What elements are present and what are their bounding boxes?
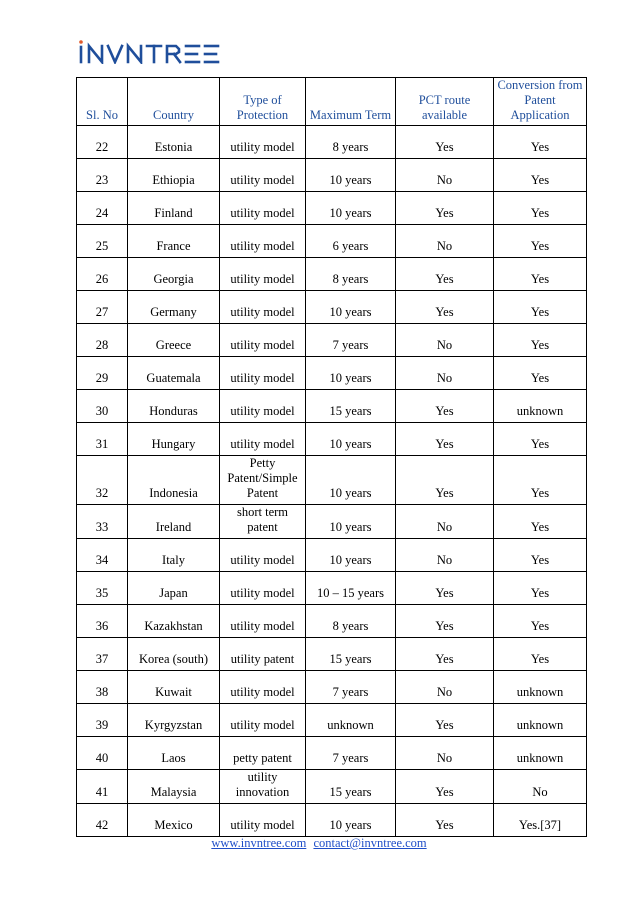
table-row <box>77 225 587 258</box>
cell-pct-route: No <box>396 737 494 770</box>
cell-sl-no: 22 <box>77 126 128 159</box>
table-row <box>77 671 587 704</box>
cell-conversion: No <box>494 770 587 804</box>
cell-pct-route: Yes <box>396 704 494 737</box>
cell-sl-no: 23 <box>77 159 128 192</box>
table-row <box>77 258 587 291</box>
cell-type-of-protection: utility model <box>220 225 306 258</box>
cell-maximum-term: 6 years <box>306 225 396 258</box>
table-row <box>77 159 587 192</box>
cell-sl-no: 32 <box>77 456 128 505</box>
cell-maximum-term: 10 years <box>306 505 396 539</box>
header-pct-route: PCT route available <box>396 78 494 126</box>
cell-sl-no: 41 <box>77 770 128 804</box>
cell-maximum-term: 10 years <box>306 357 396 390</box>
cell-country: Korea (south) <box>128 638 220 671</box>
cell-sl-no: 37 <box>77 638 128 671</box>
website-link[interactable]: www.invntree.com <box>211 836 307 850</box>
cell-type-of-protection: utility patent <box>220 638 306 671</box>
cell-pct-route: Yes <box>396 192 494 225</box>
cell-conversion: Yes <box>494 192 587 225</box>
cell-type-of-protection: utility model <box>220 192 306 225</box>
cell-country: Ethiopia <box>128 159 220 192</box>
header-maximum-term: Maximum Term <box>306 78 396 126</box>
cell-pct-route: Yes <box>396 770 494 804</box>
cell-type-of-protection: utility model <box>220 390 306 423</box>
cell-maximum-term: 15 years <box>306 770 396 804</box>
cell-country: Georgia <box>128 258 220 291</box>
cell-country: Japan <box>128 572 220 605</box>
cell-pct-route: No <box>396 357 494 390</box>
cell-pct-route: Yes <box>396 390 494 423</box>
cell-pct-route: Yes <box>396 291 494 324</box>
cell-conversion: Yes <box>494 539 587 572</box>
cell-type-of-protection: utility model <box>220 258 306 291</box>
cell-type-of-protection: utility model <box>220 423 306 456</box>
invntree-logo-graphic <box>78 40 238 64</box>
cell-country: Germany <box>128 291 220 324</box>
cell-type-of-protection: utility model <box>220 605 306 638</box>
table-row <box>77 291 587 324</box>
cell-type-of-protection: Petty Patent/Simple Patent <box>220 456 306 505</box>
cell-sl-no: 42 <box>77 804 128 837</box>
cell-country: Estonia <box>128 126 220 159</box>
table-row <box>77 737 587 770</box>
table-row <box>77 572 587 605</box>
cell-conversion: Yes <box>494 357 587 390</box>
cell-pct-route: Yes <box>396 258 494 291</box>
header-sl-no: Sl. No <box>77 78 128 126</box>
table-body <box>77 126 587 837</box>
cell-sl-no: 38 <box>77 671 128 704</box>
cell-conversion: Yes <box>494 638 587 671</box>
cell-country: Kyrgyzstan <box>128 704 220 737</box>
table-header-row <box>77 78 587 126</box>
cell-type-of-protection: utility model <box>220 539 306 572</box>
table-row <box>77 638 587 671</box>
cell-sl-no: 29 <box>77 357 128 390</box>
cell-pct-route: Yes <box>396 638 494 671</box>
cell-pct-route: Yes <box>396 423 494 456</box>
cell-sl-no: 39 <box>77 704 128 737</box>
cell-sl-no: 25 <box>77 225 128 258</box>
cell-conversion: Yes <box>494 423 587 456</box>
cell-pct-route: Yes <box>396 572 494 605</box>
cell-conversion: unknown <box>494 704 587 737</box>
cell-conversion: Yes <box>494 291 587 324</box>
cell-type-of-protection: utility model <box>220 804 306 837</box>
cell-maximum-term: 8 years <box>306 258 396 291</box>
cell-conversion: Yes <box>494 456 587 505</box>
cell-pct-route: Yes <box>396 605 494 638</box>
table-row <box>77 192 587 225</box>
table-row <box>77 704 587 737</box>
cell-type-of-protection: utility innovation <box>220 770 306 804</box>
cell-conversion: unknown <box>494 737 587 770</box>
cell-country: Italy <box>128 539 220 572</box>
cell-country: Kazakhstan <box>128 605 220 638</box>
cell-maximum-term: 10 years <box>306 423 396 456</box>
cell-sl-no: 26 <box>77 258 128 291</box>
cell-type-of-protection: utility model <box>220 704 306 737</box>
cell-country: Guatemala <box>128 357 220 390</box>
cell-maximum-term: 10 years <box>306 456 396 505</box>
table-row <box>77 804 587 837</box>
cell-conversion: Yes <box>494 605 587 638</box>
cell-country: Kuwait <box>128 671 220 704</box>
table-row <box>77 126 587 159</box>
cell-conversion: Yes <box>494 505 587 539</box>
cell-country: Mexico <box>128 804 220 837</box>
cell-sl-no: 30 <box>77 390 128 423</box>
cell-pct-route: No <box>396 671 494 704</box>
cell-maximum-term: 10 years <box>306 804 396 837</box>
table-row <box>77 423 587 456</box>
cell-sl-no: 34 <box>77 539 128 572</box>
cell-conversion: unknown <box>494 671 587 704</box>
cell-maximum-term: 8 years <box>306 605 396 638</box>
cell-sl-no: 27 <box>77 291 128 324</box>
cell-pct-route: No <box>396 324 494 357</box>
cell-maximum-term: 7 years <box>306 671 396 704</box>
cell-pct-route: No <box>396 225 494 258</box>
email-link[interactable]: contact@invntree.com <box>313 836 427 850</box>
cell-type-of-protection: utility model <box>220 126 306 159</box>
cell-conversion: Yes <box>494 258 587 291</box>
cell-country: Finland <box>128 192 220 225</box>
cell-type-of-protection: petty patent <box>220 737 306 770</box>
cell-type-of-protection: utility model <box>220 357 306 390</box>
cell-type-of-protection: utility model <box>220 324 306 357</box>
logo-dot <box>79 40 83 44</box>
cell-country: Indonesia <box>128 456 220 505</box>
cell-conversion: Yes <box>494 225 587 258</box>
cell-sl-no: 35 <box>77 572 128 605</box>
cell-maximum-term: 10 years <box>306 539 396 572</box>
cell-conversion: Yes <box>494 126 587 159</box>
table-row <box>77 324 587 357</box>
table-row <box>77 505 587 539</box>
table-row <box>77 390 587 423</box>
cell-pct-route: No <box>396 539 494 572</box>
header-conversion: Conversion from Patent Application <box>494 78 587 126</box>
invntree-logo <box>78 40 238 64</box>
cell-pct-route: No <box>396 505 494 539</box>
table-row <box>77 770 587 804</box>
cell-pct-route: Yes <box>396 126 494 159</box>
cell-type-of-protection: utility model <box>220 671 306 704</box>
cell-maximum-term: 15 years <box>306 638 396 671</box>
cell-type-of-protection: utility model <box>220 572 306 605</box>
header-country: Country <box>128 78 220 126</box>
cell-maximum-term: 10 – 15 years <box>306 572 396 605</box>
cell-type-of-protection: utility model <box>220 291 306 324</box>
table-row <box>77 605 587 638</box>
cell-maximum-term: unknown <box>306 704 396 737</box>
cell-country: Laos <box>128 737 220 770</box>
cell-pct-route: Yes <box>396 456 494 505</box>
table-row <box>77 456 587 505</box>
cell-sl-no: 31 <box>77 423 128 456</box>
cell-sl-no: 33 <box>77 505 128 539</box>
cell-country: Ireland <box>128 505 220 539</box>
cell-country: Greece <box>128 324 220 357</box>
cell-sl-no: 36 <box>77 605 128 638</box>
cell-conversion: Yes.[37] <box>494 804 587 837</box>
cell-country: Honduras <box>128 390 220 423</box>
cell-conversion: Yes <box>494 572 587 605</box>
cell-type-of-protection: short term patent <box>220 505 306 539</box>
cell-maximum-term: 10 years <box>306 159 396 192</box>
header-type-of-protection: Type of Protection <box>220 78 306 126</box>
cell-country: France <box>128 225 220 258</box>
cell-sl-no: 40 <box>77 737 128 770</box>
cell-maximum-term: 8 years <box>306 126 396 159</box>
cell-conversion: Yes <box>494 324 587 357</box>
cell-sl-no: 24 <box>77 192 128 225</box>
cell-country: Malaysia <box>128 770 220 804</box>
cell-pct-route: Yes <box>396 804 494 837</box>
patent-protection-table <box>76 77 587 837</box>
cell-maximum-term: 10 years <box>306 291 396 324</box>
cell-maximum-term: 15 years <box>306 390 396 423</box>
cell-maximum-term: 7 years <box>306 737 396 770</box>
cell-maximum-term: 7 years <box>306 324 396 357</box>
cell-conversion: unknown <box>494 390 587 423</box>
table-row <box>77 539 587 572</box>
cell-country: Hungary <box>128 423 220 456</box>
cell-sl-no: 28 <box>77 324 128 357</box>
cell-pct-route: No <box>396 159 494 192</box>
cell-maximum-term: 10 years <box>306 192 396 225</box>
footer <box>0 836 638 851</box>
cell-conversion: Yes <box>494 159 587 192</box>
table-row <box>77 357 587 390</box>
cell-type-of-protection: utility model <box>220 159 306 192</box>
